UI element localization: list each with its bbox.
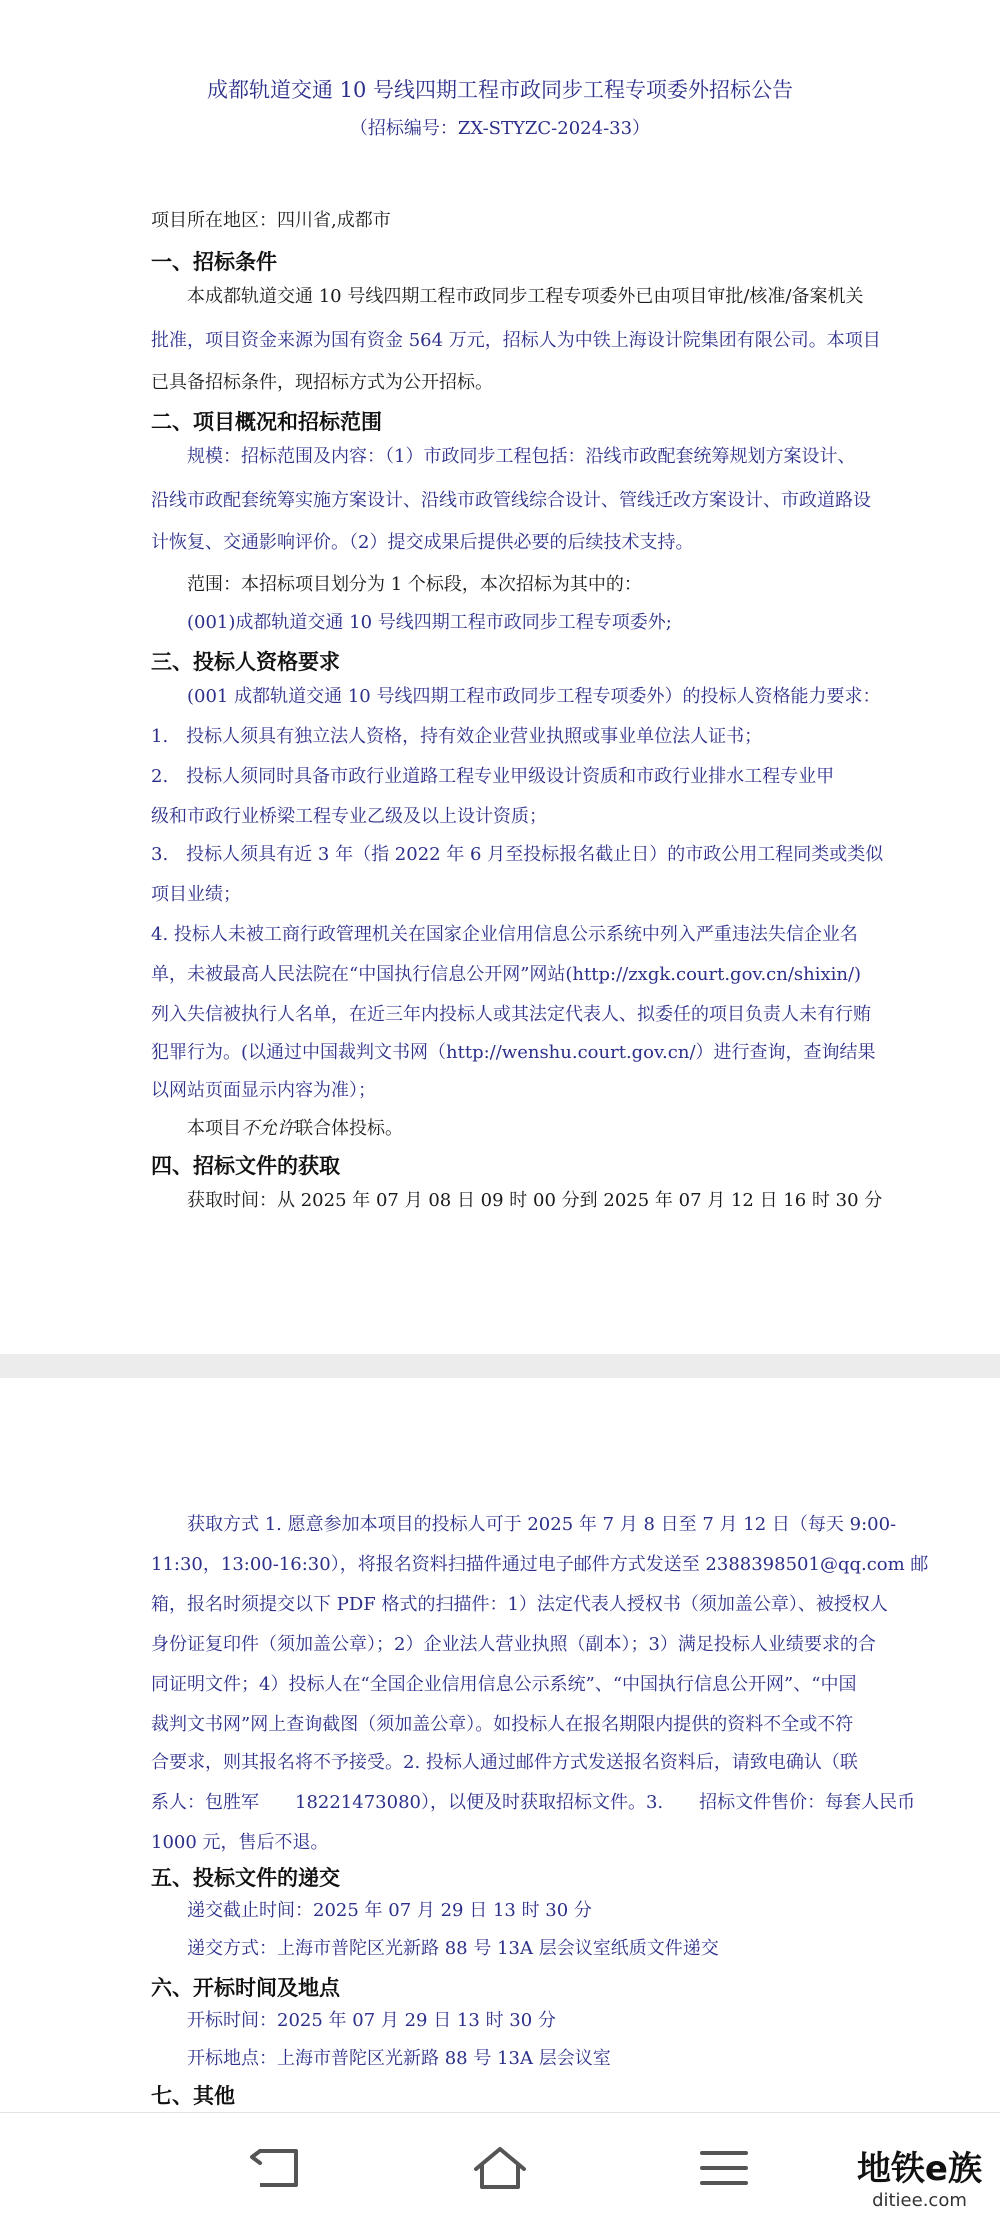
text-line: 合要求，则其报名将不予接受。2. 投标人通过邮件方式发送报名资料后，请致电确认（联 <box>151 1752 858 1773</box>
text-line: 以网站页面显示内容为准）； <box>151 1080 376 1101</box>
text-line: 4. 投标人未被工商行政管理机关在国家企业信用信息公示系统中列入严重违法失信企业名 <box>151 924 858 945</box>
site-watermark <box>857 2141 982 2211</box>
text-line: 箱，报名时须提交以下 PDF 格式的扫描件：1）法定代表人授权书（须加盖公章）、被授权人 <box>151 1594 888 1615</box>
text-line: 身份证复印件（须加盖公章）；2）企业法人营业执照（副本）；3）满足投标人业绩要求的合 <box>151 1634 876 1655</box>
back-icon[interactable] <box>248 2143 304 2193</box>
text-line: 规模：招标范围及内容：（1）市政同步工程包括：沿线市政配套统筹规划方案设计、 <box>187 446 856 467</box>
text-line: 计恢复、交通影响评价。（2）提交成果后提供必要的后续技术支持。 <box>151 532 694 553</box>
submission-deadline: 递交截止时间：2025 年 07 月 29 日 13 时 30 分 <box>187 1900 592 1921</box>
text-line: 1000 元，售后不退。 <box>151 1832 329 1853</box>
text-line: (001)成都轨道交通 10 号线四期工程市政同步工程专项委外; <box>187 612 672 633</box>
text-line: 裁判文书网”网上查询截图（须加盖公章）。如投标人在报名期限内提供的资料不全或不符 <box>151 1714 854 1735</box>
text-line: 项目业绩； <box>151 884 241 905</box>
text-line: 列入失信被执行人名单，在近三年内投标人或其法定代表人、拟委任的项目负责人未有行贿 <box>151 1004 871 1025</box>
document-page-2 <box>0 1378 1000 2112</box>
section-heading-1: 一、招标条件 <box>151 249 277 274</box>
text-line: (001 成都轨道交通 10 号线四期工程市政同步工程专项委外）的投标人资格能力要求： <box>187 686 881 707</box>
section-heading-3: 三、投标人资格要求 <box>151 649 340 674</box>
watermark-logo-text: 地铁e族 <box>856 2149 982 2189</box>
text-line: 同证明文件；4）投标人在“全国企业信用信息公示系统”、“中国执行信息公开网”、“中国 <box>151 1674 857 1695</box>
document-subtitle: （招标编号：ZX-STYZC-2024-33） <box>349 118 651 139</box>
home-icon[interactable] <box>472 2143 528 2193</box>
opening-time: 开标时间：2025 年 07 月 29 日 13 时 30 分 <box>187 2010 556 2031</box>
text-line: 系人：包胜军 18221473080），以便及时获取招标文件。3. 招标文件售价：每套人民币 <box>151 1792 916 1813</box>
text-line: 级和市政行业桥梁工程专业乙级及以上设计资质； <box>151 806 547 827</box>
text-line: 11:30，13:00-16:30），将报名资料扫描件通过电子邮件方式发送至 2388398501@qq.com 邮 <box>151 1554 929 1575</box>
consortium-emphasis: 不允许 <box>241 1118 295 1139</box>
opening-place: 开标地点：上海市普陀区光新路 88 号 13A 层会议室 <box>187 2048 611 2069</box>
text-line: 批准，项目资金来源为国有资金 564 万元，招标人为中铁上海设计院集团有限公司。本项目 <box>151 330 881 351</box>
consortium-post: 联合体投标。 <box>295 1118 403 1139</box>
section-heading-4: 四、招标文件的获取 <box>151 1153 340 1178</box>
text-line: 1. 投标人须具有独立法人资格，持有效企业营业执照或事业单位法人证书； <box>151 726 763 747</box>
consortium-note <box>187 1118 403 1140</box>
watermark-url: ditiee.com <box>872 2190 967 2211</box>
section-heading-7: 七、其他 <box>151 2083 235 2108</box>
document-title: 成都轨道交通 10 号线四期工程市政同步工程专项委外招标公告 <box>206 78 794 102</box>
section-heading-6: 六、开标时间及地点 <box>151 1975 340 2000</box>
text-line: 3. 投标人须具有近 3 年（指 2022 年 6 月至投标报名截止日）的市政公用工程同类或类似 <box>151 844 884 865</box>
text-line: 获取方式 1. 愿意参加本项目的投标人可于 2025 年 7 月 8 日至 7 月 12 日（每天 9:00- <box>187 1514 897 1535</box>
acquisition-time: 获取时间：从 2025 年 07 月 08 日 09 时 00 分到 2025 年 07 月 12 日 16 时 30 分 <box>187 1190 883 1211</box>
page-divider <box>0 1354 1000 1378</box>
text-line: 沿线市政配套统筹实施方案设计、沿线市政管线综合设计、管线迁改方案设计、市政道路设 <box>151 490 871 511</box>
text-line: 单，未被最高人民法院在“中国执行信息公开网”网站(http://zxgk.court.gov.cn/shixin/) <box>151 964 862 985</box>
section-heading-2: 二、项目概况和招标范围 <box>151 409 382 434</box>
text-line: 本成都轨道交通 10 号线四期工程市政同步工程专项委外已由项目审批/核准/备案机关 <box>187 286 864 307</box>
text-line: 2. 投标人须同时具备市政行业道路工程专业甲级设计资质和市政行业排水工程专业甲 <box>151 766 835 787</box>
section-heading-5: 五、投标文件的递交 <box>151 1865 340 1890</box>
menu-icon[interactable] <box>696 2143 752 2193</box>
consortium-pre: 本项目 <box>187 1118 241 1139</box>
project-region: 项目所在地区：四川省,成都市 <box>151 210 391 231</box>
text-line: 犯罪行为。(以通过中国裁判文书网（http://wenshu.court.gov.cn/）进行查询，查询结果 <box>151 1042 876 1063</box>
submission-method: 递交方式：上海市普陀区光新路 88 号 13A 层会议室纸质文件递交 <box>187 1938 719 1959</box>
system-navigation-bar <box>0 2112 1000 2223</box>
text-line: 已具备招标条件，现招标方式为公开招标。 <box>151 372 493 393</box>
text-line: 范围：本招标项目划分为 1 个标段，本次招标为其中的： <box>187 574 642 595</box>
